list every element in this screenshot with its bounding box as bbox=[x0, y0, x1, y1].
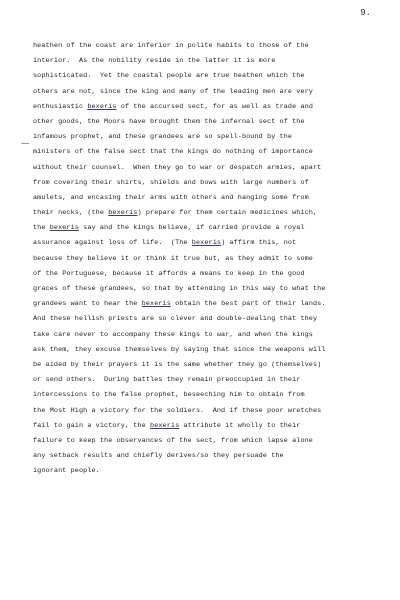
text-segment: enthusiastic bbox=[33, 102, 88, 111]
text-segment: or send others. During battles they remain preoccupied in their bbox=[33, 376, 301, 385]
text-line bbox=[33, 464, 378, 479]
text-segment: ignorant people. bbox=[33, 467, 100, 476]
text-segment: heathen of the coast are inferior in polite habits to those of the bbox=[33, 42, 309, 50]
text-line bbox=[33, 252, 378, 267]
text-segment: the bbox=[33, 224, 50, 233]
text-line bbox=[33, 69, 378, 84]
text-segment: from covering their shirts, shields and bows with large numbers of bbox=[33, 178, 309, 187]
text-segment: ask them, they excuse themselves by saying that since the weapons will bbox=[33, 345, 326, 354]
margin-mark bbox=[21, 143, 29, 144]
text-line bbox=[33, 176, 378, 191]
text-line bbox=[33, 130, 378, 145]
text-line bbox=[33, 161, 378, 176]
text-segment: others are not, since the king and many of the leading men are very bbox=[33, 87, 313, 96]
text-line bbox=[33, 449, 378, 464]
text-line bbox=[33, 328, 378, 343]
text-line bbox=[33, 236, 378, 251]
text-segment: sophisticated. Yet the coastal people are true heathen which the bbox=[33, 72, 305, 81]
text-segment: interior. As the nobility reside in the latter it is more bbox=[33, 57, 276, 66]
underlined-term: bexeris bbox=[150, 421, 180, 430]
text-line bbox=[33, 312, 378, 327]
text-segment: grandees want to hear the bbox=[33, 300, 142, 309]
text-segment: any setback results and chiefly derives/so they persuade the bbox=[33, 452, 284, 461]
text-line bbox=[33, 358, 378, 373]
text-line bbox=[33, 206, 378, 221]
text-segment: their necks, (the bbox=[33, 209, 109, 218]
underlined-term: bexeris bbox=[141, 300, 171, 309]
text-line bbox=[33, 145, 378, 160]
text-segment: take care never to accompany these kings to war, and when the kings bbox=[33, 330, 313, 339]
text-segment: failure to keep the observances of the sect, from which lapse alone bbox=[33, 436, 313, 445]
text-segment: without their counsel. When they go to war or despatch armies, apart bbox=[33, 163, 322, 172]
underlined-term: bexeris bbox=[191, 239, 222, 248]
text-segment: attribute it wholly to their bbox=[179, 421, 301, 430]
text-segment: amulets, and encasing their arms with others and hanging some from bbox=[33, 193, 309, 202]
text-line bbox=[33, 343, 378, 358]
text-segment: of the accursed sect, for as well as trade and bbox=[116, 102, 313, 111]
text-line bbox=[33, 297, 378, 312]
text-segment: say and the kings believe, if carried provide a royal bbox=[78, 224, 305, 233]
text-segment: the Most High a victory for the soldiers. And if these poor wretches bbox=[33, 406, 322, 415]
text-line bbox=[33, 54, 378, 69]
text-line bbox=[33, 100, 378, 115]
text-line bbox=[33, 115, 378, 130]
text-line bbox=[33, 282, 378, 297]
text-segment: other goods, the Moors have brought them the infernal sect of the bbox=[33, 117, 305, 126]
text-segment: infamous prophet, and these grandees are so spell-bound by the bbox=[33, 133, 293, 142]
text-segment: be aided by their prayers it is the same whether they go (themselves) bbox=[33, 360, 322, 369]
text-segment: intercessions to the false prophet, beseeching him to obtain from bbox=[33, 391, 305, 400]
body-text bbox=[33, 39, 378, 479]
text-line bbox=[33, 434, 378, 449]
text-line bbox=[33, 85, 378, 100]
text-line bbox=[33, 39, 378, 54]
text-segment: of the Portuguese, because it affords a means to keep in the good bbox=[33, 269, 305, 278]
underlined-term: bexeris bbox=[108, 209, 138, 218]
text-segment: because they believe it or think it true but, as they admit to some bbox=[33, 254, 313, 263]
text-line bbox=[33, 267, 378, 282]
text-segment: ) affirm this, not bbox=[221, 239, 297, 248]
page-number: 9. bbox=[360, 8, 371, 18]
text-line bbox=[33, 191, 378, 206]
text-segment: graces of these grandees, so that by attending in this way to what the bbox=[33, 285, 326, 293]
underlined-term: bexeris bbox=[49, 224, 79, 233]
text-segment: And these hellish priests are so clever and double-dealing that they bbox=[33, 315, 318, 324]
text-segment: assurance against loss of life. (The bbox=[33, 239, 192, 248]
text-segment: obtain the best part of their lands. bbox=[170, 300, 326, 309]
text-line bbox=[33, 373, 378, 388]
underlined-term: bexeris bbox=[87, 102, 117, 111]
text-line bbox=[33, 388, 378, 403]
text-segment: fail to gain a victory, the bbox=[33, 421, 151, 430]
text-line bbox=[33, 419, 378, 434]
text-segment: ) prepare for them certain medicines which, bbox=[137, 209, 318, 218]
text-line bbox=[33, 404, 378, 419]
text-segment: ministers of the false sect that the kings do nothing of importance bbox=[33, 148, 313, 157]
text-line bbox=[33, 221, 378, 236]
